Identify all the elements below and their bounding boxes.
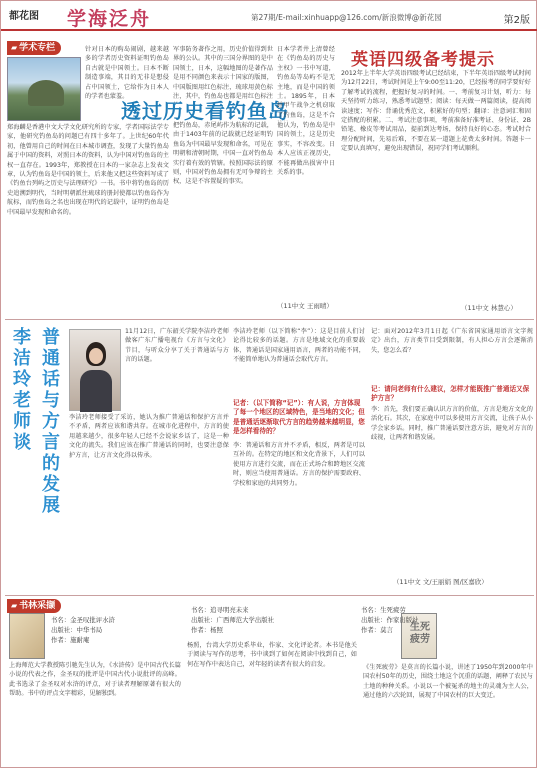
divider	[5, 595, 534, 596]
island-rock	[28, 80, 64, 106]
dialect-paragraph-4: 李：普通话和方言并不矛盾，相反，两者是可以互补的。在特定的地区和文化背景下，人们可以使用方言进行交流，而在正式场合和跨地区交流时，则应当使用普通话。方言的保护需要政府、学校和家庭的共同努力。	[233, 442, 365, 487]
diaoyu-article-title: 透过历史看钓鱼岛	[121, 99, 289, 123]
dialect-question-2: 记：请问老师有什么建议，怎样才能既推广普通话又保护方言？	[371, 385, 530, 403]
dialect-paragraph-1: 李洁玲老师接受了采访，她认为推广普通话和保护方言并不矛盾，两者应该和谐共存。在城市化进程中，方言的使用越来越少，很多年轻人已经不会说家乡话了，这是一种文化的流失。我们应该在推广普通话的同时，也要注意保护方言，让方言文化得以传承。	[69, 414, 229, 459]
english-article-body: 2012年上半年大学英语四级考试已经结束，下半年英语四级考试时间为12月22日，考试时间是上午9:00至11:20，已经报考的同学要好好了解考试的流程，把握好复习的时间。一、考前复习计划，听力：每天坚持听力练习，熟悉考试题型；阅读：每天做一两篇阅读，提高阅读速度；写作：背诵优秀范文，积累好的句型；翻译：注意词汇和固定搭配的积累。二、考试注意事项，考前准备好准考证、身份证、2B铅笔、橡皮等考试用品，提前到达考场，保持良好的心态。考试时合理分配时间，先易后难，不要在某一道题上花费太多时间。答题卡一定要认真填写，避免出现错误，祝同学们考试顺利。	[341, 70, 531, 153]
book1-title: 书名：金圣叹批评水浒	[51, 616, 115, 624]
book3-cover-text: 生死疲劳	[410, 622, 430, 645]
book2-title: 书名：追寻明亮未来	[191, 606, 249, 614]
book-icon: ▰	[11, 43, 18, 52]
book-icon: ▰	[11, 601, 18, 610]
dialect-intro: 11月12日，广东韶关学院李洁玲老师做客广东广播电视台《方言与文化》节目，与听众分享了关于普通话与方言的话题。	[125, 328, 229, 364]
book2-publisher: 出版社：广西师范大学出版社	[191, 616, 275, 624]
dialect-title-column-1: 李洁玲老师谈	[13, 327, 31, 453]
teacher-photo	[69, 329, 121, 411]
diaoyu-paragraph-1: 针对日本的购岛闹剧，越来越多的学者历史资料证明钓鱼岛自古就是中国领土。日本不断制造事端，其目的无非是想侵占中国领土，它给作为日本人的学者也蒙羞。	[85, 46, 169, 101]
divider	[5, 319, 534, 320]
english-article-title: 英语四级备考提示	[351, 50, 495, 70]
book3-title: 书名：生死疲劳	[361, 606, 406, 614]
book3-info	[361, 605, 419, 635]
academic-column-label	[7, 41, 61, 55]
section-title: 学海泛舟	[67, 8, 152, 30]
masthead-logo: 都花图	[9, 11, 39, 22]
book-column-label	[7, 599, 61, 613]
book2-review: 杨照，台湾大学历史系毕业，作家、文化评论者。本书是他关于阅读与写作的思考，书中谈到了如何在阅读中找到自己，如何在写作中表达自己，对年轻的读者有很大的启发。	[187, 642, 357, 668]
page-number: 第2版	[503, 15, 530, 26]
diaoyu-paragraph-6: 日本学者井上清曾经在《钓鱼岛的历史与主权》一书中写道，钓鱼岛等岛屿不是无主地，而是中国的领土。1895年，日本趁甲午战争之机窃取了钓鱼岛，这是不合	[277, 46, 335, 119]
book1-publisher: 出版社：中华书局	[51, 626, 103, 634]
diaoyu-byline: （11中文 王雨晴）	[277, 302, 333, 310]
book2-author: 作者：杨照	[191, 626, 223, 634]
diaoyu-paragraph-3: 军事防务著作之用，历史价值得到世界的公认。其中的三国分界图的是中国领土，日本，这幅地图的是著作品是用不同颜色来表示十国家的版图，中国版图用红色标注，琉球用黄色标注，其中，钓鱼岛也都是用红色标注	[173, 46, 273, 101]
book-cover-1	[9, 613, 45, 659]
book1-info	[51, 615, 115, 645]
issue-info: 第27期/E-mail:xinhuapp@126.com/新浪微博@新花园	[251, 13, 442, 22]
island-photo	[7, 57, 81, 121]
book1-review: 上海师范大学教授陈引驰先生认为，《水浒传》是中国古代长篇小说的代表之作，金圣叹的批评是中国古代小说批评的高峰。此书选录了金圣叹对水浒的评点，对于读者理解原著有很大的帮助。书中的评点文字精彩，见解独到。	[9, 662, 181, 698]
book1-author: 作者：施耐庵	[51, 636, 90, 644]
photo-body	[80, 370, 112, 412]
dialect-question-1: 记者：（以下简称“记”）：有人说，方言体现了每一个地区的区域特色，是当地的文化；但是普通话逐渐取代方言的趋势越来越明显，您是怎样看待的？	[233, 399, 365, 436]
page-header	[1, 1, 537, 31]
dialect-byline: （11中文 文/王丽娟 图/区嘉欣）	[393, 578, 488, 586]
book3-review: 《生死疲劳》是莫言的长篇小说，讲述了1950年到2000年中国农村50年的历史，围绕土地这个沉重的话题，阐释了农民与土地的种种关系。小说以一个被冤杀的地主的灵魂为主人公，通过他的六次轮回，展现了中国农村的巨大变迁。	[363, 664, 533, 700]
academic-column-text: 学术专栏	[19, 43, 56, 53]
book-column-text: 书林采撷	[19, 601, 56, 611]
english-byline: （11中文 林慧心）	[461, 304, 517, 312]
photo-face	[89, 348, 103, 364]
dialect-paragraph-5: 李：首先，我们要正确认识方言的价值，方言是地方文化的活化石。其次，在家庭中可以多使用方言交流，让孩子从小学会家乡话。同时，推广普通话要注意方法，避免对方言的歧视，让两者和谐发展。	[371, 406, 533, 442]
book3-publisher: 出版社：作家出版社	[361, 616, 419, 624]
book3-author: 作者：莫言	[361, 626, 393, 634]
dialect-paragraph-3: 李洁玲老师（以下简称“李”）：这是目前人们讨论得比较多的话题。方言是地域文化的重要载体，普通话是国家通用语言，两者的功能不同，不能简单地认为普通话会取代方言。	[233, 328, 365, 364]
diaoyu-paragraph-4: 把钓鱼岛，赤尾屿作为航标的记载，由于1403年前的记载就已经证明钓鱼岛为中国最早发现和命名，可见在明朝和清朝时期，中国一直对钓鱼岛实行着有效的管辖。按照国际法的原则，中国对钓鱼岛拥有无可争辩的主权，这是不容置疑的事实。	[173, 122, 273, 186]
book2-info	[191, 605, 274, 635]
diaoyu-paragraph-7: 他认为，钓鱼岛是中国的领土，这是历史事实，不容改变。日本人应该正视历史，不能再做出损害中日关系的事。	[277, 122, 335, 177]
dialect-title-column-2: 普通话与方言的发展	[42, 327, 60, 516]
dialect-question-extra: 记：面对2012年3月1日起《广东省国家通用语言文字规定》出台，方言类节目受到限制，有人担心方言会逐渐消失，您怎么看？	[371, 328, 533, 354]
diaoyu-paragraph-2: 郑海麟是香港中文大学文化研究所的专家，学者国际法学专家，他研究钓鱼岛的问题已有四十多年了。上世纪60年代初，他曾用自己的时间在日本城市调查，发现了大量钓鱼岛属于中国的资料，对照日本的资料，认为中国对钓鱼岛的主权一直存在。1993年，郑教授在日本的一家杂志上发表文章，认为钓鱼岛是中国的领土，后来他又把这些资料写成了《钓鱼台列屿之历史与法理研究》一书。书中将钓鱼岛的历史追溯到明代，当时明朝派往琉球的册封使都以钓鱼岛作为航标，而钓鱼岛之名也出现在明代的记载中，证明钓鱼岛是中国最早发现和命名的。	[7, 124, 169, 216]
